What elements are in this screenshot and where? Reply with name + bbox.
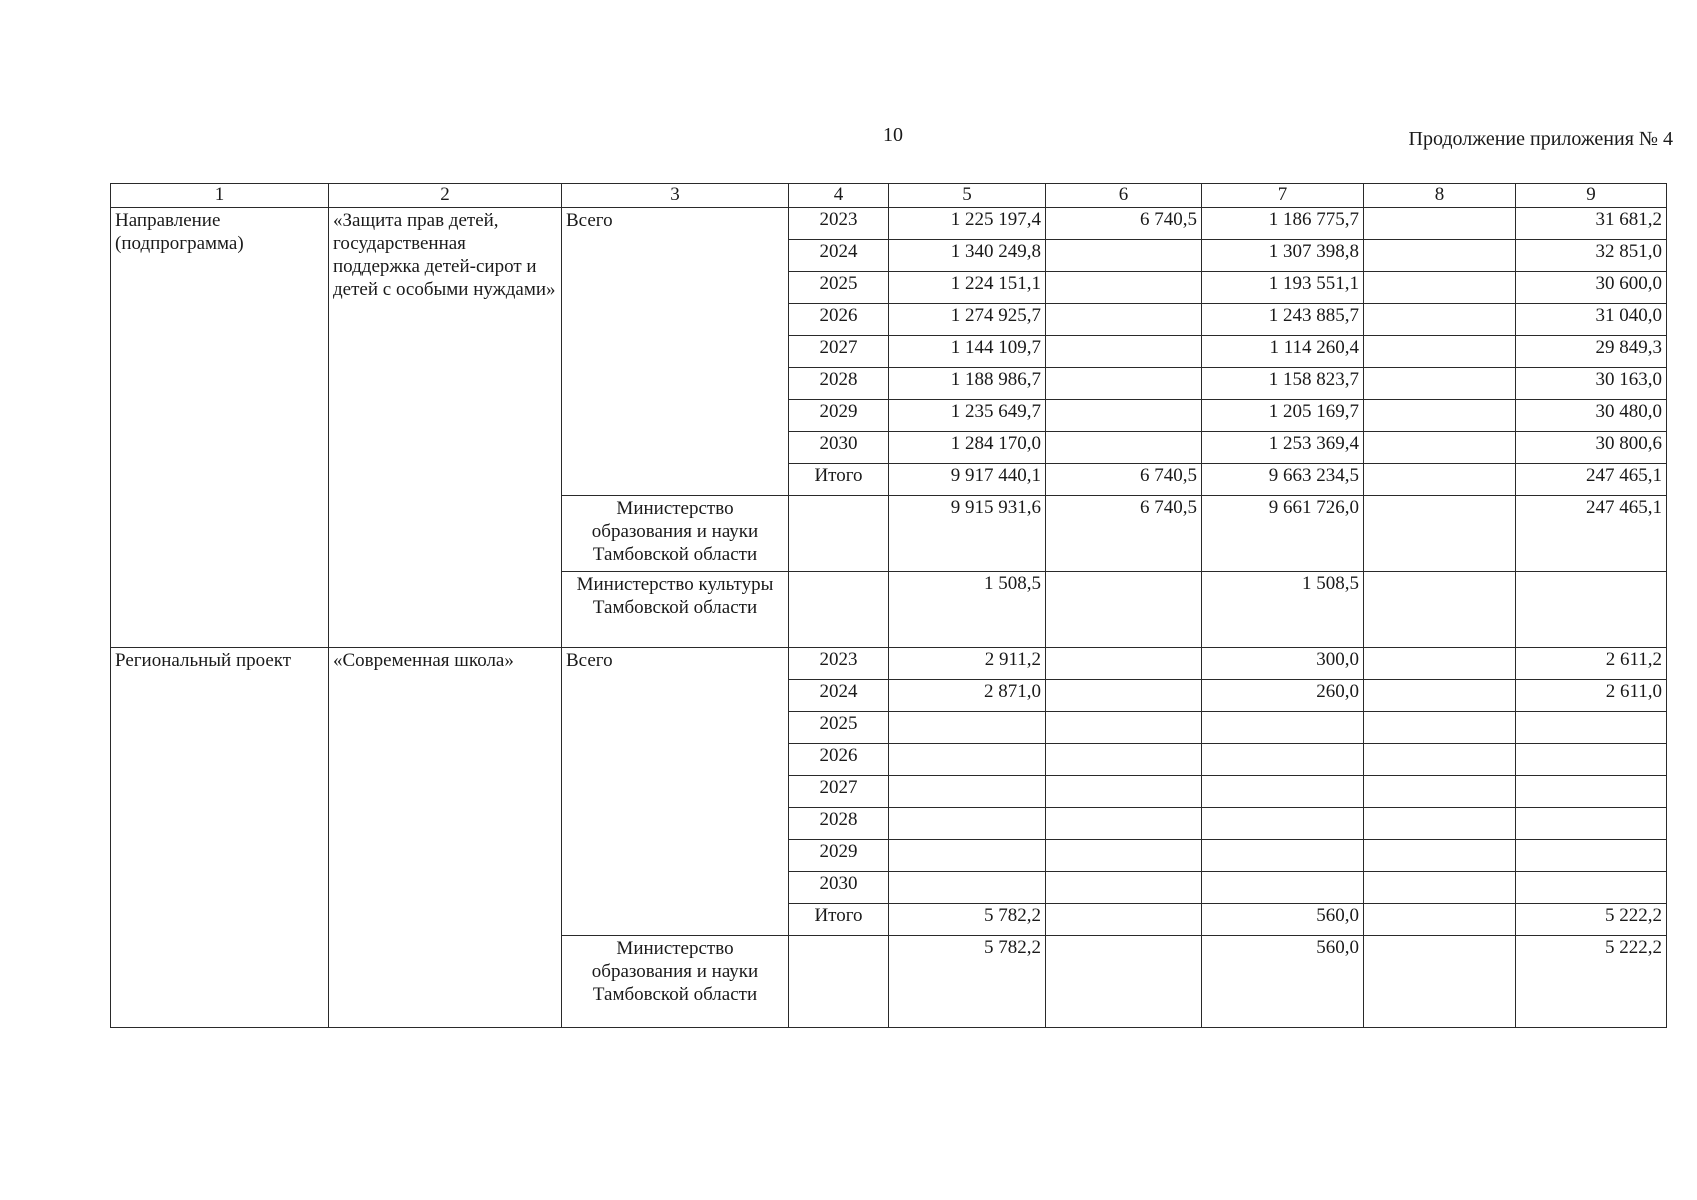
value-cell-c8 — [1364, 431, 1516, 463]
value-cell-c5: 1 284 170,0 — [889, 431, 1046, 463]
value-cell-c5: 9 917 440,1 — [889, 463, 1046, 495]
value-cell-c5: 1 274 925,7 — [889, 303, 1046, 335]
year-cell: 2025 — [789, 711, 889, 743]
value-cell-c8 — [1364, 399, 1516, 431]
subprogram-type-cell: Направление (подпрограмма) — [111, 207, 329, 647]
value-cell-c5: 1 144 109,7 — [889, 335, 1046, 367]
value-cell-c8 — [1364, 743, 1516, 775]
value-cell-c9 — [1516, 839, 1667, 871]
value-cell-c6 — [1046, 679, 1202, 711]
col-header: 3 — [562, 184, 789, 208]
value-cell-c5: 1 340 249,8 — [889, 239, 1046, 271]
value-cell-c8 — [1364, 807, 1516, 839]
year-cell: 2024 — [789, 679, 889, 711]
value-cell-c8 — [1364, 775, 1516, 807]
value-cell-c8 — [1364, 239, 1516, 271]
value-cell-c6 — [1046, 743, 1202, 775]
subprogram-name-cell: «Защита прав детей, государственная поддержка детей-сирот и детей с особыми нуждами» — [329, 207, 562, 647]
executor-value-cell-c9: 247 465,1 — [1516, 495, 1667, 571]
value-cell-c5: 1 235 649,7 — [889, 399, 1046, 431]
year-cell: 2027 — [789, 775, 889, 807]
value-cell-c8 — [1364, 271, 1516, 303]
executor-value-cell-c9: 5 222,2 — [1516, 935, 1667, 1027]
value-cell-c6 — [1046, 903, 1202, 935]
year-row — [111, 207, 1667, 239]
value-cell-c5: 1 188 986,7 — [889, 367, 1046, 399]
value-cell-c8 — [1364, 367, 1516, 399]
value-cell-c6: 6 740,5 — [1046, 207, 1202, 239]
value-cell-c7 — [1202, 711, 1364, 743]
value-cell-c6 — [1046, 647, 1202, 679]
value-cell-c8 — [1364, 335, 1516, 367]
value-cell-c6 — [1046, 303, 1202, 335]
executor-name-cell: Министерство культуры Тамбовской области — [562, 571, 789, 647]
year-cell: Итого — [789, 463, 889, 495]
value-cell-c6 — [1046, 239, 1202, 271]
year-cell: 2030 — [789, 431, 889, 463]
value-cell-c7: 300,0 — [1202, 647, 1364, 679]
value-cell-c7 — [1202, 839, 1364, 871]
col-header: 9 — [1516, 184, 1667, 208]
value-cell-c7: 1 205 169,7 — [1202, 399, 1364, 431]
value-cell-c5 — [889, 839, 1046, 871]
regional-project-name-cell: «Современная школа» — [329, 647, 562, 1027]
col-header: 7 — [1202, 184, 1364, 208]
value-cell-c9 — [1516, 775, 1667, 807]
value-cell-c9: 31 040,0 — [1516, 303, 1667, 335]
value-cell-c7: 1 114 260,4 — [1202, 335, 1364, 367]
executor-name-cell: Министерство образования и науки Тамбовской области — [562, 935, 789, 1027]
value-cell-c5 — [889, 775, 1046, 807]
value-cell-c5: 1 224 151,1 — [889, 271, 1046, 303]
value-cell-c9: 32 851,0 — [1516, 239, 1667, 271]
value-cell-c7 — [1202, 743, 1364, 775]
executor-value-cell-c7: 9 661 726,0 — [1202, 495, 1364, 571]
value-cell-c9: 29 849,3 — [1516, 335, 1667, 367]
value-cell-c6 — [1046, 399, 1202, 431]
executor-value-cell-c5: 1 508,5 — [889, 571, 1046, 647]
value-cell-c5: 5 782,2 — [889, 903, 1046, 935]
value-cell-c6 — [1046, 711, 1202, 743]
value-cell-c8 — [1364, 647, 1516, 679]
value-cell-c7: 1 158 823,7 — [1202, 367, 1364, 399]
year-cell: 2029 — [789, 839, 889, 871]
value-cell-c9: 2 611,0 — [1516, 679, 1667, 711]
value-cell-c8 — [1364, 679, 1516, 711]
total-label-cell: Всего — [562, 207, 789, 495]
executor-year-cell — [789, 935, 889, 1027]
value-cell-c8 — [1364, 207, 1516, 239]
year-row — [111, 647, 1667, 679]
value-cell-c5: 2 911,2 — [889, 647, 1046, 679]
executor-value-cell-c5: 5 782,2 — [889, 935, 1046, 1027]
year-cell: 2029 — [789, 399, 889, 431]
executor-value-cell-c9 — [1516, 571, 1667, 647]
value-cell-c6 — [1046, 775, 1202, 807]
executor-value-cell-c8 — [1364, 495, 1516, 571]
value-cell-c9: 30 480,0 — [1516, 399, 1667, 431]
value-cell-c6 — [1046, 839, 1202, 871]
executor-value-cell-c6 — [1046, 935, 1202, 1027]
col-header: 8 — [1364, 184, 1516, 208]
regional-project-type-cell: Региональный проект — [111, 647, 329, 1027]
value-cell-c9 — [1516, 743, 1667, 775]
executor-value-cell-c6 — [1046, 571, 1202, 647]
year-cell: Итого — [789, 903, 889, 935]
executor-value-cell-c7: 560,0 — [1202, 935, 1364, 1027]
executor-name-cell: Министерство образования и науки Тамбовской области — [562, 495, 789, 571]
value-cell-c5: 2 871,0 — [889, 679, 1046, 711]
executor-value-cell-c8 — [1364, 571, 1516, 647]
executor-value-cell-c6: 6 740,5 — [1046, 495, 1202, 571]
value-cell-c7: 560,0 — [1202, 903, 1364, 935]
value-cell-c5 — [889, 871, 1046, 903]
year-cell: 2023 — [789, 647, 889, 679]
value-cell-c8 — [1364, 711, 1516, 743]
value-cell-c7: 1 253 369,4 — [1202, 431, 1364, 463]
value-cell-c5 — [889, 807, 1046, 839]
col-header: 1 — [111, 184, 329, 208]
executor-year-cell — [789, 495, 889, 571]
value-cell-c7: 1 307 398,8 — [1202, 239, 1364, 271]
value-cell-c7: 1 193 551,1 — [1202, 271, 1364, 303]
year-cell: 2024 — [789, 239, 889, 271]
value-cell-c7: 1 243 885,7 — [1202, 303, 1364, 335]
value-cell-c9: 247 465,1 — [1516, 463, 1667, 495]
value-cell-c8 — [1364, 903, 1516, 935]
col-header: 2 — [329, 184, 562, 208]
value-cell-c8 — [1364, 839, 1516, 871]
value-cell-c6 — [1046, 367, 1202, 399]
value-cell-c9: 31 681,2 — [1516, 207, 1667, 239]
total-label-cell: Всего — [562, 647, 789, 935]
value-cell-c8 — [1364, 303, 1516, 335]
value-cell-c9 — [1516, 871, 1667, 903]
value-cell-c9 — [1516, 711, 1667, 743]
column-number-row — [111, 184, 1667, 208]
year-cell: 2028 — [789, 367, 889, 399]
value-cell-c8 — [1364, 871, 1516, 903]
value-cell-c9: 30 600,0 — [1516, 271, 1667, 303]
executor-value-cell-c5: 9 915 931,6 — [889, 495, 1046, 571]
year-cell: 2023 — [789, 207, 889, 239]
value-cell-c9 — [1516, 807, 1667, 839]
value-cell-c6 — [1046, 271, 1202, 303]
page-number: 10 — [883, 124, 903, 146]
value-cell-c9: 5 222,2 — [1516, 903, 1667, 935]
year-cell: 2026 — [789, 743, 889, 775]
executor-year-cell — [789, 571, 889, 647]
year-cell: 2025 — [789, 271, 889, 303]
value-cell-c9: 2 611,2 — [1516, 647, 1667, 679]
executor-value-cell-c7: 1 508,5 — [1202, 571, 1364, 647]
col-header: 5 — [889, 184, 1046, 208]
year-cell: 2030 — [789, 871, 889, 903]
value-cell-c9: 30 163,0 — [1516, 367, 1667, 399]
value-cell-c8 — [1364, 463, 1516, 495]
year-cell: 2027 — [789, 335, 889, 367]
financing-table — [110, 183, 1667, 1028]
value-cell-c6: 6 740,5 — [1046, 463, 1202, 495]
value-cell-c5 — [889, 711, 1046, 743]
value-cell-c7 — [1202, 807, 1364, 839]
value-cell-c9: 30 800,6 — [1516, 431, 1667, 463]
value-cell-c7: 1 186 775,7 — [1202, 207, 1364, 239]
value-cell-c7: 260,0 — [1202, 679, 1364, 711]
value-cell-c6 — [1046, 871, 1202, 903]
year-cell: 2026 — [789, 303, 889, 335]
value-cell-c6 — [1046, 431, 1202, 463]
executor-value-cell-c8 — [1364, 935, 1516, 1027]
col-header: 6 — [1046, 184, 1202, 208]
year-cell: 2028 — [789, 807, 889, 839]
value-cell-c6 — [1046, 807, 1202, 839]
col-header: 4 — [789, 184, 889, 208]
value-cell-c5: 1 225 197,4 — [889, 207, 1046, 239]
value-cell-c7: 9 663 234,5 — [1202, 463, 1364, 495]
value-cell-c7 — [1202, 775, 1364, 807]
value-cell-c5 — [889, 743, 1046, 775]
value-cell-c7 — [1202, 871, 1364, 903]
appendix-continuation-label: Продолжение приложения № 4 — [1408, 128, 1673, 150]
value-cell-c6 — [1046, 335, 1202, 367]
